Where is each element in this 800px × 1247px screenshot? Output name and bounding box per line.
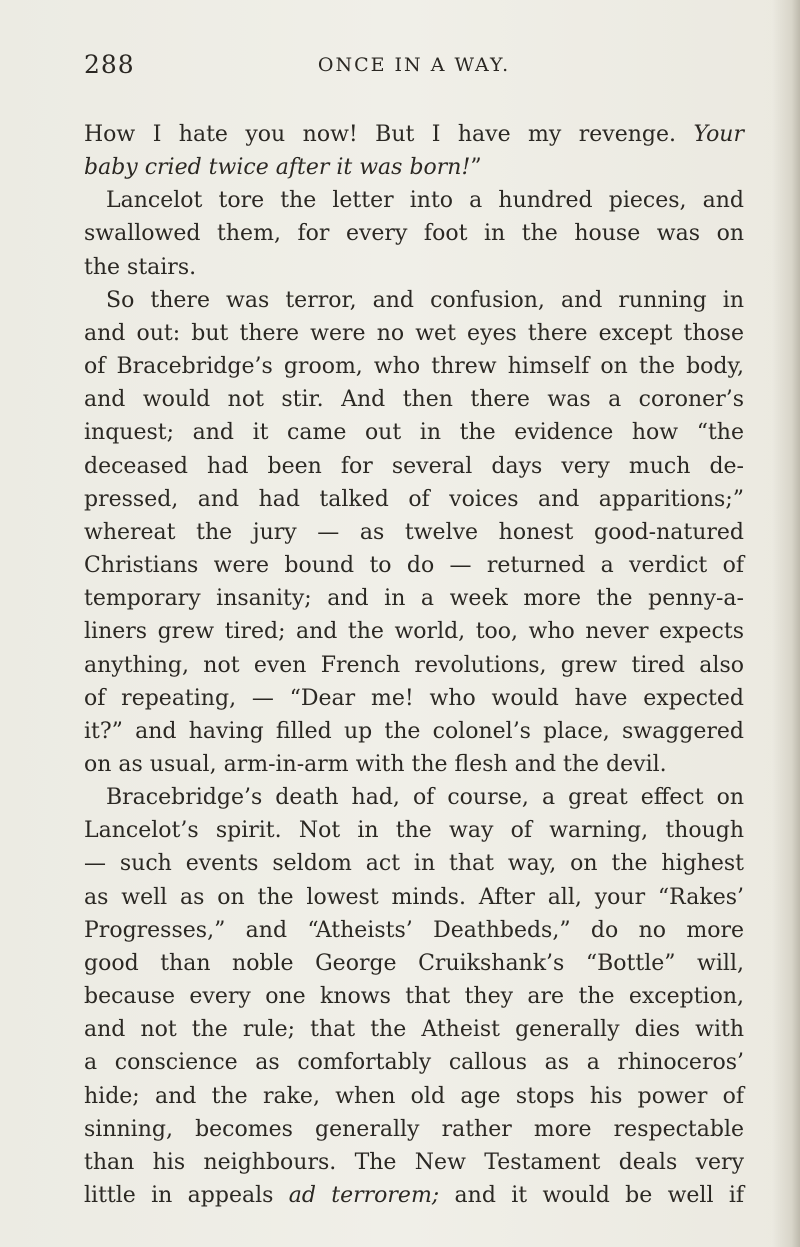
- italic-phrase: ad terrorem;: [288, 1183, 440, 1208]
- italic-phrase: Your: [693, 122, 744, 147]
- body-text: [84, 118, 744, 1212]
- text-line: and out: but there were no wet eyes there except those: [84, 320, 744, 346]
- text-line: liners grew tired; and the world, too, who never expects: [84, 619, 744, 645]
- text-line: deceased had been for several days very much de-: [84, 453, 744, 479]
- page-number: 288: [84, 50, 135, 79]
- text-line: it?” and having filled up the colonel’s place, swaggered: [84, 718, 744, 744]
- text-line: — such events seldom act in that way, on the highest: [84, 851, 744, 877]
- text-line: swallowed them, for every foot in the house was on: [84, 221, 744, 247]
- text-line: the stairs.: [84, 254, 197, 280]
- text-line: hide; and the rake, when old age stops his power of: [84, 1083, 744, 1109]
- text-line: Christians were bound to do — returned a verdict of: [84, 553, 744, 579]
- text-line: of repeating, — “Dear me! who would have expected: [84, 685, 744, 711]
- page-edge-shadow: [772, 0, 800, 1247]
- text-line: pressed, and had talked of voices and apparitions;”: [84, 486, 744, 512]
- text-line: anything, not even French revolutions, grew tired also: [84, 652, 744, 678]
- text-line: of Bracebridge’s groom, who threw himself on the body,: [84, 354, 744, 380]
- text-line: on as usual, arm-in-arm with the flesh and the devil.: [84, 751, 667, 777]
- text-line: inquest; and it came out in the evidence how “the: [84, 420, 744, 446]
- text-line: as well as on the lowest minds. After all, your “Rakes’: [84, 884, 744, 910]
- text-line: whereat the jury — as twelve honest good-natured: [84, 519, 744, 545]
- text-line: because every one knows that they are the exception,: [84, 984, 744, 1010]
- text-line: and not the rule; that the Atheist generally dies with: [84, 1017, 744, 1043]
- text-line: So there was terror, and confusion, and running in: [106, 287, 744, 313]
- text-line: a conscience as comfortably callous as a rhinoceros’: [84, 1050, 744, 1076]
- text-line: temporary insanity; and in a week more the penny-a-: [84, 586, 744, 612]
- text-line: How I hate you now! But I have my revenge. Your: [84, 122, 744, 147]
- running-head: ONCE IN A WAY.: [317, 54, 511, 76]
- text-line: Bracebridge’s death had, of course, a great effect on: [106, 785, 744, 811]
- text-line: than his neighbours. The New Testament deals very: [84, 1149, 744, 1175]
- text-line: good than noble George Cruikshank’s “Bottle” will,: [84, 950, 744, 976]
- text-line: Lancelot’s spirit. Not in the way of warning, though: [84, 818, 744, 844]
- text-line: Lancelot tore the letter into a hundred pieces, and: [106, 188, 744, 214]
- text-line: baby cried twice after it was born!”: [84, 155, 482, 181]
- text-line: little in appeals ad terrorem; and it would be well if: [84, 1183, 745, 1208]
- text-line: Progresses,” and “Atheists’ Deathbeds,” do no more: [84, 917, 744, 943]
- text-line: sinning, becomes generally rather more respectable: [84, 1116, 744, 1142]
- page-header: [84, 50, 744, 90]
- italic-phrase: baby cried twice after it was born!: [84, 155, 471, 181]
- text-line: and would not stir. And then there was a coroner’s: [84, 387, 744, 413]
